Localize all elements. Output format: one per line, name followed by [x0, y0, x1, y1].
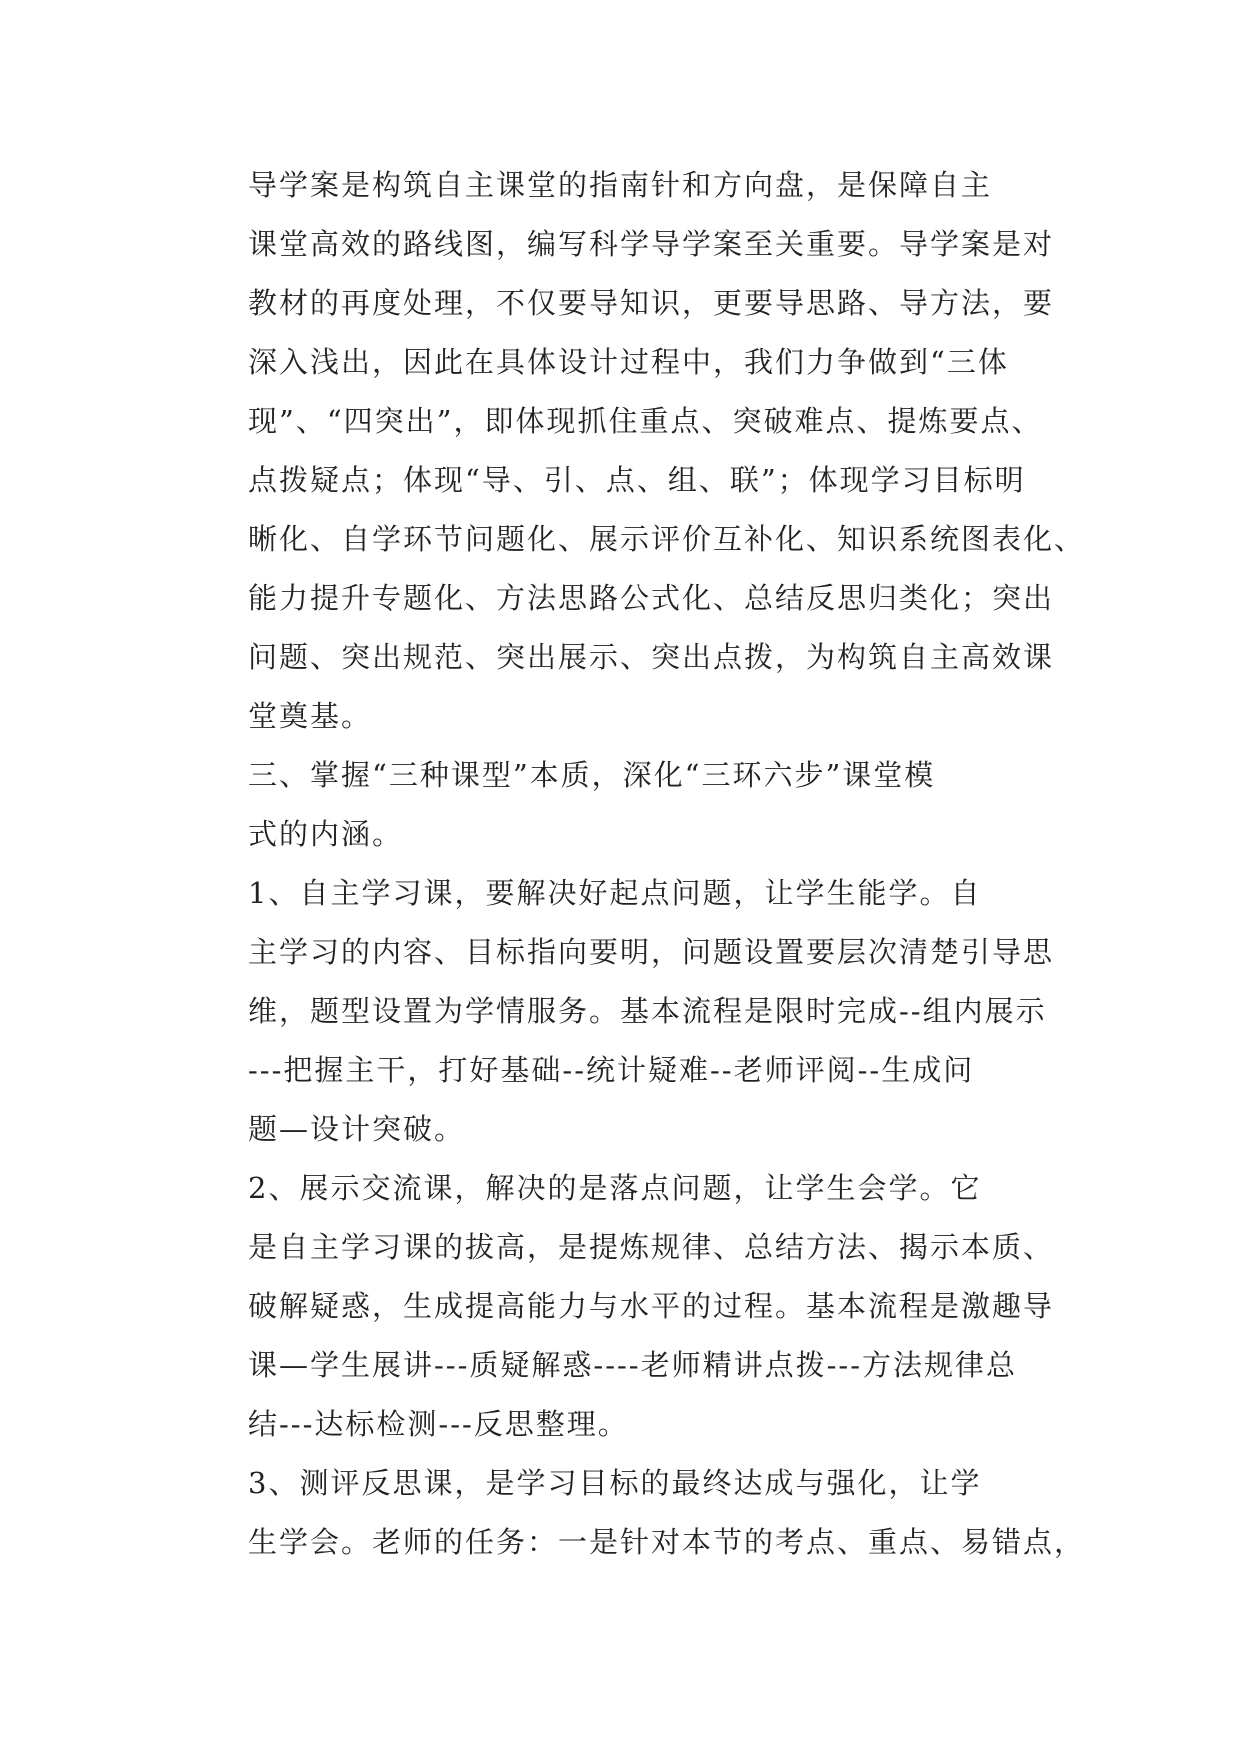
paragraph-item-2	[190, 1159, 1055, 1454]
text-line: 问题、突出规范、突出展示、突出点拨，为构筑自主高效课	[248, 640, 1055, 674]
text-line: 课—学生展讲---质疑解惑----老师精讲点拨---方法规律总	[248, 1348, 1017, 1382]
text-line: 式的内涵。	[248, 817, 404, 851]
text-line: 点拨疑点；体现“导、引、点、组、联”；体现学习目标明	[248, 463, 1026, 497]
text-line: 现”、“四突出”，即体现抓住重点、突破难点、提炼要点、	[248, 404, 1043, 438]
text-line: 1、自主学习课，要解决好起点问题，让学生能学。自	[248, 876, 982, 910]
text-line: ---把握主干，打好基础--统计疑难--老师评阅--生成问	[248, 1053, 975, 1087]
paragraph-item-3	[190, 1454, 1086, 1572]
text-line: 2、展示交流课，解决的是落点问题，让学生会学。它	[248, 1171, 982, 1205]
text-line: 是自主学习课的拔高，是提炼规律、总结方法、揭示本质、	[248, 1230, 1055, 1264]
text-line: 3、测评反思课，是学习目标的最终达成与强化，让学	[248, 1466, 982, 1500]
text-line: 堂奠基。	[248, 699, 373, 733]
text-line: 结---达标检测---反思整理。	[248, 1407, 629, 1441]
document-body	[190, 156, 1086, 1572]
text-line: 生学会。老师的任务：一是针对本节的考点、重点、易错点，	[248, 1525, 1086, 1559]
text-line: 题—设计突破。	[248, 1112, 466, 1146]
text-line: 深入浅出，因此在具体设计过程中，我们力争做到“三体	[248, 345, 1009, 379]
text-line: 主学习的内容、目标指向要明，问题设置要层次清楚引导思	[248, 935, 1055, 969]
text-line: 晰化、自学环节问题化、展示评价互补化、知识系统图表化、	[248, 522, 1086, 556]
text-line: 导学案是构筑自主课堂的指南针和方向盘，是保障自主	[248, 168, 993, 202]
paragraph-item-1	[190, 864, 1055, 1159]
text-line: 教材的再度处理，不仅要导知识，更要导思路、导方法，要	[248, 286, 1055, 320]
text-line: 三、掌握“三种课型”本质，深化“三环六步”课堂模	[248, 758, 936, 792]
text-line: 破解疑惑，生成提高能力与水平的过程。基本流程是激趣导	[248, 1289, 1055, 1323]
text-line: 课堂高效的路线图，编写科学导学案至关重要。导学案是对	[248, 227, 1055, 261]
section-heading-three	[190, 746, 1050, 864]
text-line: 能力提升专题化、方法思路公式化、总结反思归类化；突出	[248, 581, 1055, 615]
text-line: 维，题型设置为学情服务。基本流程是限时完成--组内展示	[248, 994, 1047, 1028]
paragraph-guide-plan	[190, 156, 1086, 746]
